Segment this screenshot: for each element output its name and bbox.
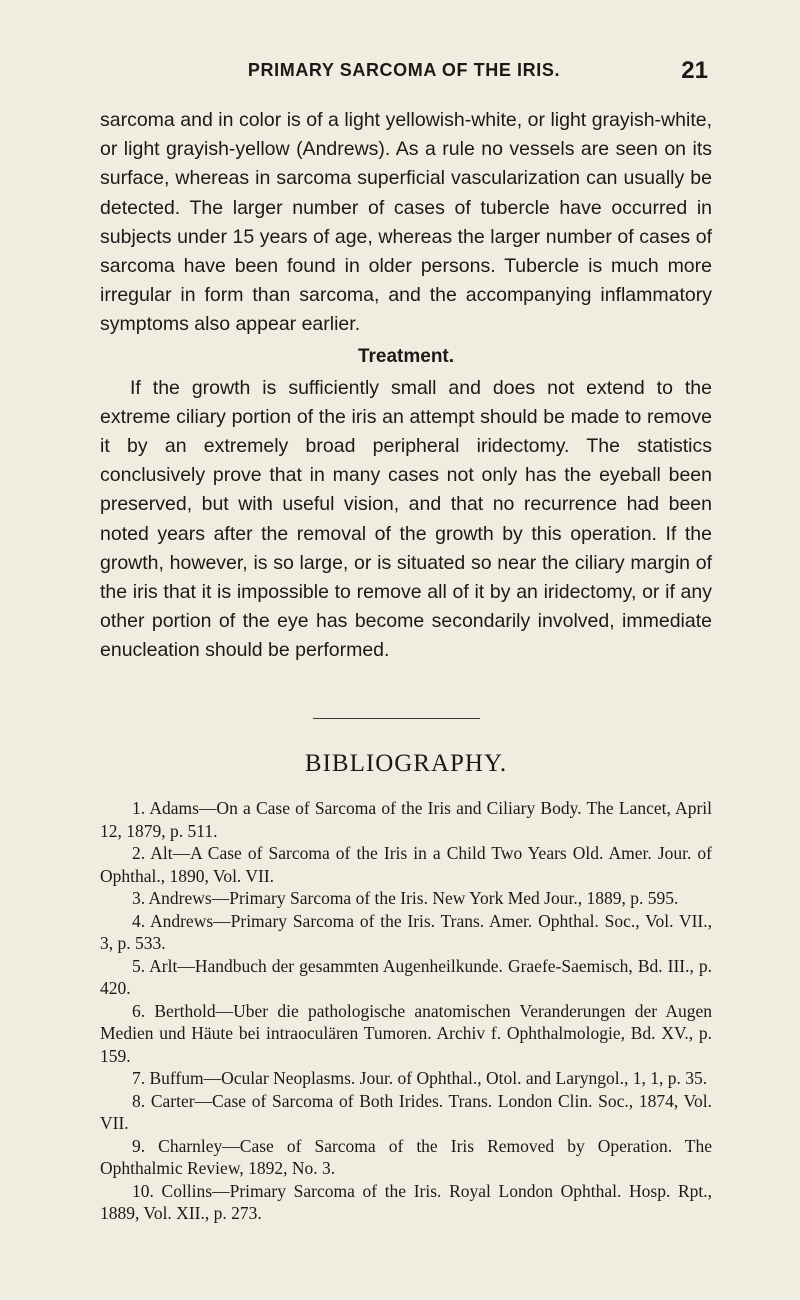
bibliography-list — [100, 797, 712, 1225]
bibliography-heading: BIBLIOGRAPHY. — [304, 750, 508, 777]
body-text — [100, 106, 712, 666]
page-number: 21 — [681, 57, 708, 84]
bibliography-entry: 6. Berthold—Uber die pathologische anatomischen Veranderungen der Augen Medien und Häute bei intraoculären Tumoren. Archiv f. Ophthalmologie, Bd. XV., p. 159. — [100, 1000, 712, 1066]
bibliography-entry: 3. Andrews—Primary Sarcoma of the Iris. New York Med Jour., 1889, p. 595. — [132, 888, 679, 908]
bibliography-entry: 2. Alt—A Case of Sarcoma of the Iris in a Child Two Years Old. Amer. Jour. of Ophthal., 1890, Vol. VII. — [100, 843, 712, 886]
bibliography-entry: 9. Charnley—Case of Sarcoma of the Iris Removed by Operation. The Ophthalmic Review, 1892, No. 3. — [100, 1135, 712, 1178]
treatment-paragraph: If the growth is sufficiently small and does not extend to the extreme ciliary portion of the iris an attempt should be made to remove it by an extremely broad peripheral iridectomy. The statistics conclusively prove that in many cases not only has the eyeball been preserved, but with useful vision, and that no recurrence had been noted years after the removal of the growth by this operation. If the growth, however, is so large, or is situated so near the ciliary margin of the iris that it is impossible to remove all of it by an iridectomy, or if any other portion of the eye has become secondarily involved, immediate enucleation should be performed. — [100, 376, 712, 662]
paragraph-continuation: sarcoma and in color is of a light yellowish-white, or light grayish-white, or light grayish-yellow (Andrews). As a rule no vessels are seen on its surface, whereas in sarcoma superficial vascularization can usually be detected. The larger number of cases of tubercle have occurred in subjects under 15 years of age, whereas the larger number of cases of sarcoma have been found in older persons. Tubercle is much more irregular in form than sarcoma, and the accompanying inflammatory symptoms also appear earlier. — [100, 109, 712, 336]
treatment-heading: Treatment. — [357, 345, 455, 367]
bibliography-entry: 7. Buffum—Ocular Neoplasms. Jour. of Ophthal., Otol. and Laryngol., 1, 1, p. 35. — [132, 1068, 708, 1088]
running-head: PRIMARY SARCOMA OF THE IRIS. — [247, 60, 561, 80]
bibliography-entry: 1. Adams—On a Case of Sarcoma of the Iris and Ciliary Body. The Lancet, April 12, 1879, p. 511. — [100, 798, 712, 841]
page-header — [100, 57, 708, 90]
bibliography-entry: 4. Andrews—Primary Sarcoma of the Iris. Trans. Amer. Ophthal. Soc., Vol. VII., 3, p. 533. — [100, 910, 712, 953]
bibliography-entry: 10. Collins—Primary Sarcoma of the Iris. Royal London Ophthal. Hosp. Rpt., 1889, Vol. XII., p. 273. — [100, 1180, 712, 1223]
bibliography-entry: 8. Carter—Case of Sarcoma of Both Irides. Trans. London Clin. Soc., 1874, Vol. VII. — [100, 1090, 712, 1133]
section-divider — [313, 718, 480, 719]
bibliography-entry: 5. Arlt—Handbuch der gesammten Augenheilkunde. Graefe-Saemisch, Bd. III., p. 420. — [100, 955, 712, 998]
